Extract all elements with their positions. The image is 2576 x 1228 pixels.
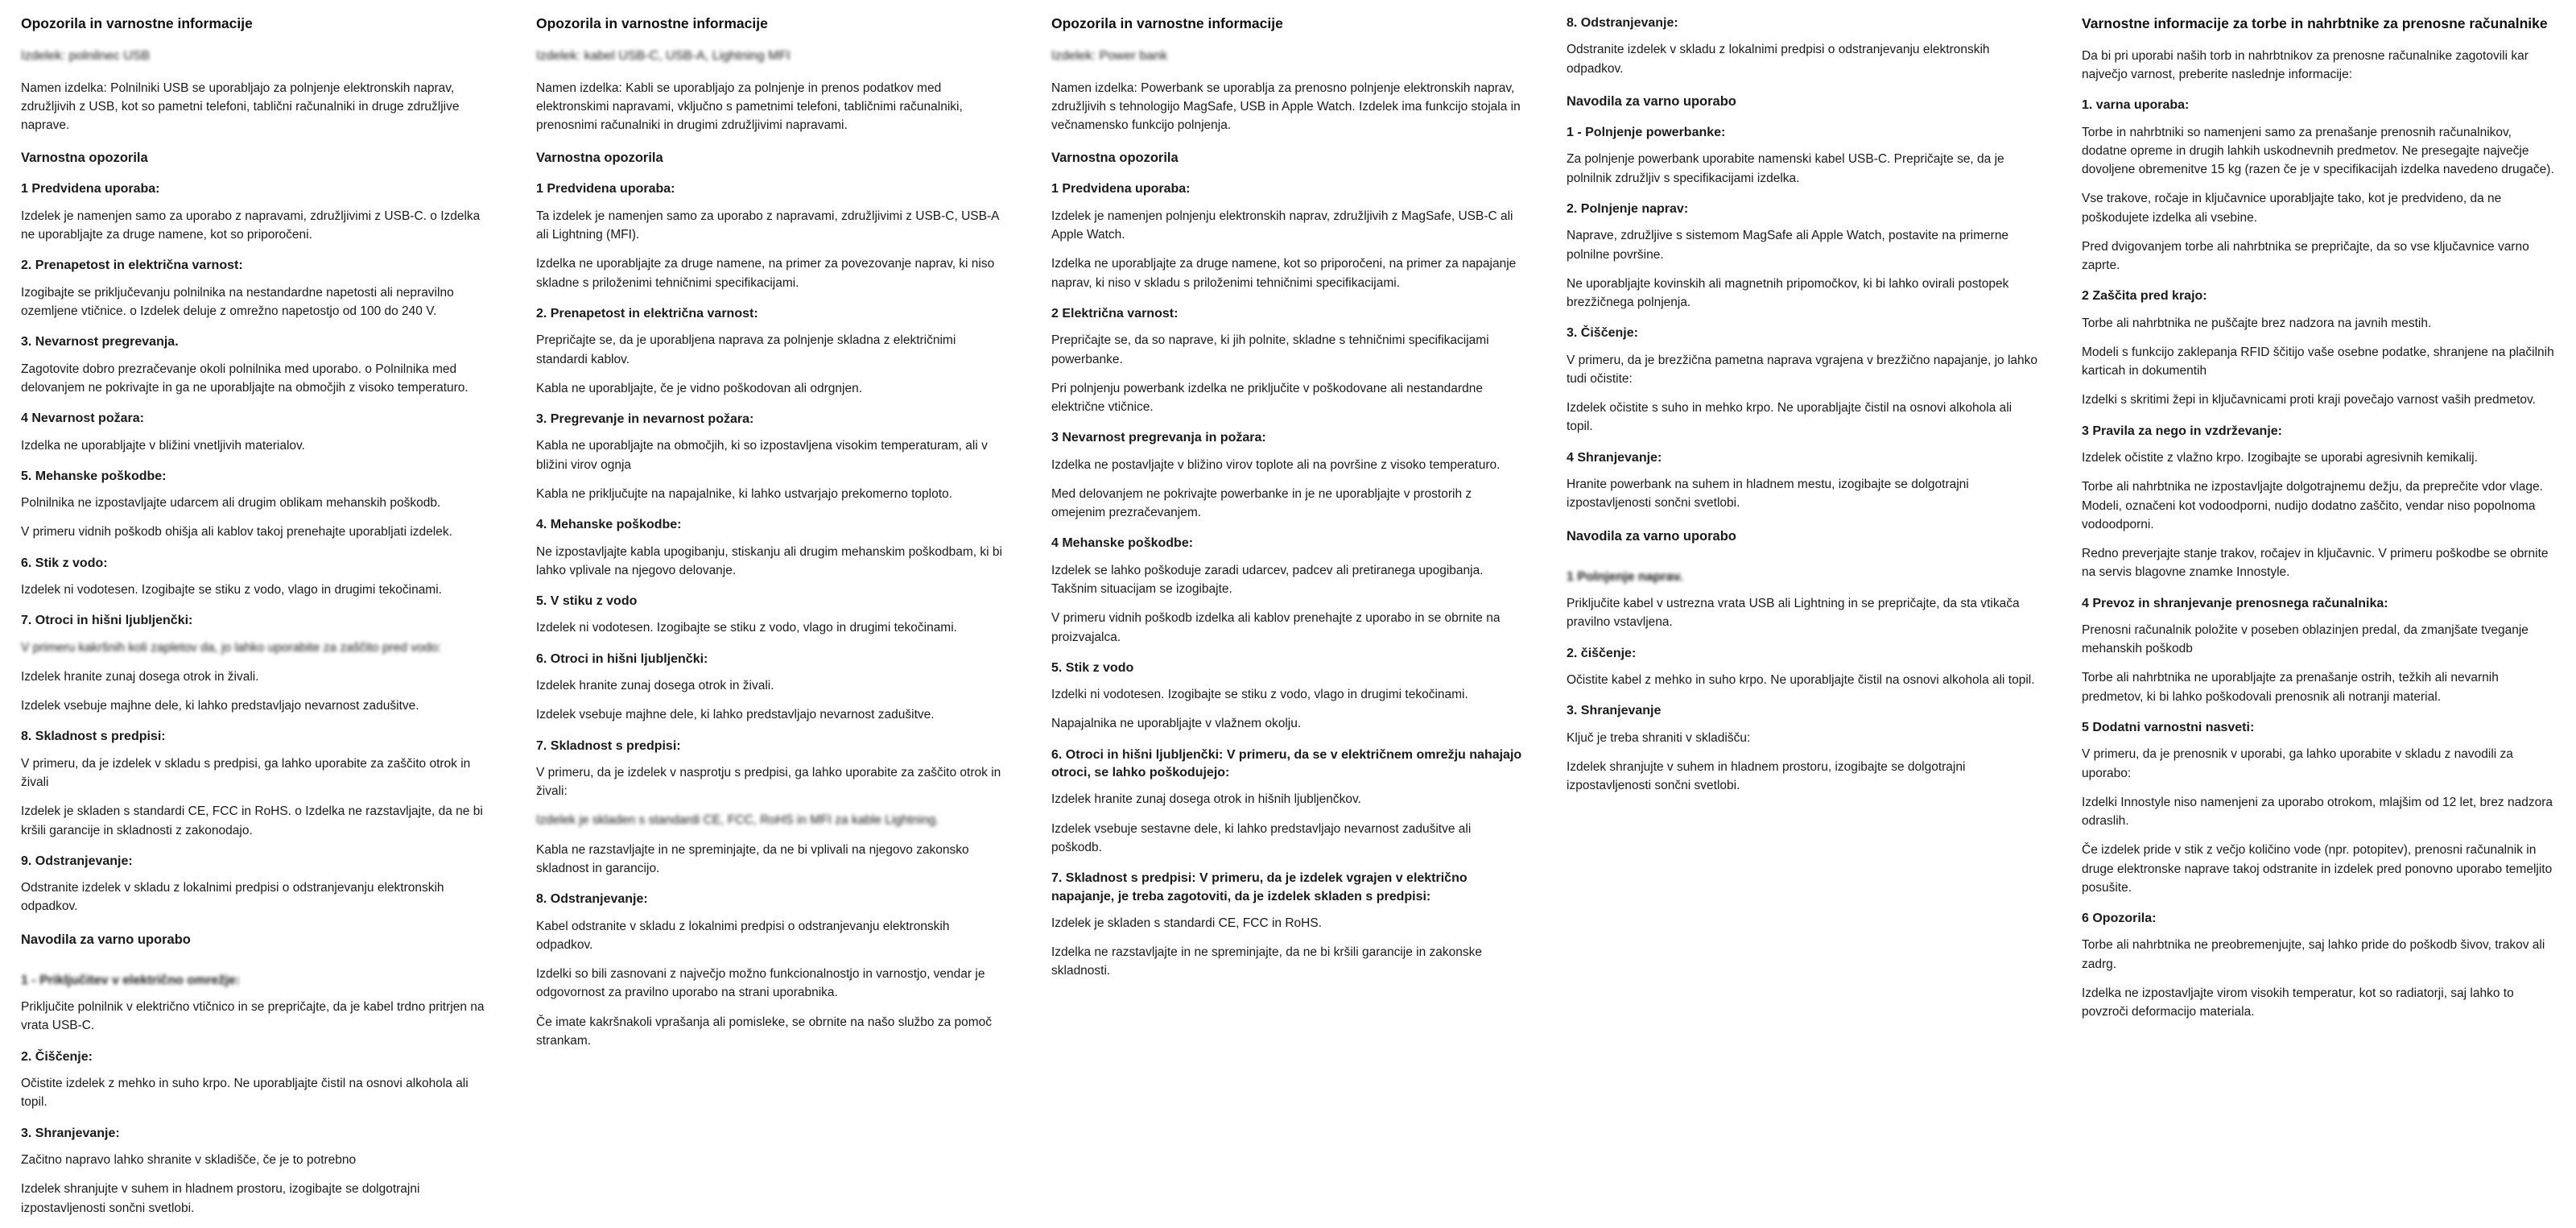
paragraph: Izdelek je skladen s standardi CE, FCC in RoHS. o Izdelka ne razstavljajte, da ne bi kršili garancije in skladnosti z zakonodajo. [21, 804, 483, 837]
sub-heading: 2 Zaščita pred krajo: [2082, 289, 2207, 304]
paragraph: Napajalnika ne uporabljajte v vlažnem okolju. [1051, 717, 1302, 731]
column-1-title: Opozorila in varnostne informacije [21, 15, 253, 31]
paragraph: V primeru, da je prenosnik v uporabi, ga lahko uporabite v skladu z navodili za uporabo: [2082, 747, 2513, 780]
paragraph: Redno preverjajte stanje trakov, ročajev in ključavnic. V primeru poškodbe se obrnite na servis blagovne znamke Innostyle. [2082, 547, 2549, 580]
paragraph-blurred: Izdelek je skladen s standardi CE, FCC, RoHS in MFI za kable Lightning. [536, 813, 939, 828]
paragraph: Kabla ne razstavljajte in ne spreminjajte, da ne bi vplivali na njegovo zakonsko skladnost in garancijo. [536, 842, 969, 875]
sub-heading: 3. Shranjevanje [1567, 704, 1662, 718]
sub-heading: 4 Shranjevanje: [1567, 450, 1662, 465]
sub-heading: 6. Otroci in hišni ljubljenčki: V primeru, da se v električnem omrežju nahajajo otroci, se lahko poškodujejo: [1051, 747, 1522, 780]
paragraph: V primeru, da je brezžična pametna naprava vgrajena v brezžično napajanje, jo lahko tudi očistite: [1567, 353, 2038, 386]
sub-heading: 4. Mehanske poškodbe: [536, 518, 682, 532]
paragraph: Izdelka ne uporabljajte v bližini vnetljivih materialov. [21, 438, 305, 453]
section-heading: Navodila za varno uporabo [1567, 93, 1736, 109]
paragraph: Izdelek hranite zunaj dosega otrok in hišnih ljubljenčkov. [1051, 792, 1361, 807]
paragraph: V primeru, da je izdelek v nasprotju s predpisi, ga lahko uporabite za zaščito otrok in živali: [536, 765, 1001, 799]
paragraph: Izdelek ni vodotesen. Izogibajte se stiku z vodo, vlago in drugimi tekočinami. [21, 583, 442, 597]
column-4 [1546, 14, 2061, 805]
sub-heading: 5. Stik z vodo [1051, 660, 1134, 675]
section-heading: Navodila za varno uporabo [1567, 528, 1736, 544]
column-3 [1030, 14, 1546, 991]
sub-heading: 7. Skladnost s predpisi: V primeru, da je izdelek vgrajen v električno napajanje, je treba zagotoviti, da je izdelek skladen s predpisi: [1051, 871, 1468, 903]
paragraph: Izdelek vsebuje majhne dele, ki lahko predstavljajo nevarnost zadušitve. [536, 708, 935, 722]
product-label-text: Izdelek: Power bank [1051, 48, 1168, 63]
paragraph: Izdelki ni vodotesen. Izogibajte se stiku z vodo, vlago in drugimi tekočinami. [1051, 688, 1468, 702]
column-5-title: Varnostne informacije za torbe in nahrbtnike za prenosne računalnike [2082, 15, 2548, 31]
paragraph: Naprave, združljive s sistemom MagSafe ali Apple Watch, postavite na primerne polnilne površine. [1567, 229, 2009, 262]
section-heading: Varnostna opozorila [1051, 151, 1179, 166]
paragraph: Ne uporabljajte kovinskih ali magnetnih pripomočkov, ki bi lahko ovirali postopek brezžičnega polnjenja. [1567, 276, 2009, 310]
column-3-title: Opozorila in varnostne informacije [1051, 15, 1283, 31]
paragraph: Kabel odstranite v skladu z lokalnimi predpisi o odstranjevanju elektronskih odpadkov. [536, 919, 950, 952]
sub-heading: 7. Otroci in hišni ljubljenčki: [21, 614, 193, 628]
sub-heading-blurred: 1 - Priključitev v električno omrežje: [21, 973, 241, 987]
paragraph: Izdelka ne izpostavljajte virom visokih temperatur, kot so radiatorji, saj lahko to povzroči deformacijo materiala. [2082, 986, 2514, 1019]
paragraph: Odstranite izdelek v skladu z lokalnimi predpisi o odstranjevanju elektronskih odpadkov. [21, 881, 444, 914]
paragraph-blurred: V primeru kakršnih koli zapletov da, jo lahko uporabite za zaščito pred vodo: [21, 640, 442, 655]
paragraph: Izdelek vsebuje majhne dele, ki lahko predstavljajo nevarnost zadušitve. [21, 699, 419, 713]
column-5 [2061, 14, 2576, 1032]
sub-heading: 4 Mehanske poškodbe: [1051, 536, 1194, 551]
sub-heading: 5 Dodatni varnostni nasveti: [2082, 720, 2255, 734]
paragraph: Izogibajte se priključevanju polnilnika na nestandardne napetosti ali nepravilno ozemljene vtičnice. o Izdelek deluje z omrežno napetostjo od 100 do 240 V. [21, 285, 454, 318]
sub-heading: 3. Pregrevanje in nevarnost požara: [536, 412, 754, 426]
paragraph: Med delovanjem ne pokrivajte powerbanke in je ne uporabljajte v prostorih z omejenim prezračevanjem. [1051, 486, 1472, 520]
sub-heading: 8. Odstranjevanje: [536, 892, 648, 907]
sub-heading: 3. Nevarnost pregrevanja. [21, 335, 179, 349]
column-2-title: Opozorila in varnostne informacije [536, 15, 768, 31]
paragraph: Pred dvigovanjem torbe ali nahrbtnika se prepričajte, da so vse ključavnice varno zaprte. [2082, 239, 2529, 273]
column-2 [515, 14, 1030, 1061]
paragraph: Izdelek očistite s suho in mehko krpo. Ne uporabljajte čistil na osnovi alkohola ali topil. [1567, 401, 2013, 434]
paragraph: Torbe ali nahrbtnika ne izpostavljajte dolgotrajnemu dežju, da preprečite vdor vlage. Modeli, označeni kot vodoodporni, nudijo dodatno zaščito, vendar niso popolnoma vodoodporni. [2082, 480, 2543, 531]
section-heading: Varnostna opozorila [21, 151, 148, 166]
sub-heading: 3. Čiščenje: [1567, 326, 1638, 341]
paragraph: Odstranite izdelek v skladu z lokalnimi predpisi o odstranjevanju elektronskih odpadkov. [1567, 43, 1990, 76]
paragraph: Izdelek shranjujte v suhem in hladnem prostoru, izogibajte se dolgotrajni izpostavljenosti sončni svetlobi. [21, 1182, 420, 1215]
paragraph: Torbe ali nahrbtnika ne puščajte brez nadzora na javnih mestih. [2082, 316, 2432, 330]
paragraph: Izdelki Innostyle niso namenjeni za uporabo otrokom, mlajšim od 12 let, brez nadzora odraslih. [2082, 795, 2553, 829]
sub-heading: 3 Pravila za nego in vzdrževanje: [2082, 424, 2282, 438]
sub-heading: 6. Otroci in hišni ljubljenčki: [536, 651, 708, 666]
paragraph: Če imate kakršnakoli vprašanja ali pomisleke, se obrnite na našo službo za pomoč strankam. [536, 1015, 993, 1048]
section-heading: Varnostna opozorila [536, 151, 663, 166]
sub-heading: 1 Predvidena uporaba: [1051, 182, 1191, 196]
paragraph: Izdelki s skritimi žepi in ključavnicami proti kraji povečajo varnost vaših predmetov. [2082, 393, 2536, 407]
paragraph: Izdelek očistite z vlažno krpo. Izogibajte se uporabi agresivnih kemikalij. [2082, 451, 2478, 465]
paragraph: Očistite izdelek z mehko in suho krpo. Ne uporabljajte čistil na osnovi alkohola ali topil. [21, 1077, 469, 1110]
sub-heading: 3 Nevarnost pregrevanja in požara: [1051, 431, 1266, 445]
paragraph: Namen izdelka: Polnilniki USB se uporabljajo za polnjenje elektronskih naprav, združljivih z USB, kot so pametni telefoni, tablični računalniki in druge združljive naprave. [21, 81, 460, 133]
column-2-product-label [536, 47, 1009, 66]
sub-heading: 6. Stik z vodo: [21, 556, 108, 570]
paragraph: Začitno napravo lahko shranite v skladišče, če je to potrebno [21, 1153, 357, 1167]
sub-heading: 4 Prevoz in shranjevanje prenosnega računalnika: [2082, 596, 2388, 610]
sub-heading: 2. Čiščenje: [21, 1049, 93, 1064]
paragraph: Izdelek vsebuje sestavne dele, ki lahko predstavljajo nevarnost zadušitve ali poškodb. [1051, 821, 1472, 854]
paragraph: V primeru vidnih poškodb izdelka ali kablov prenehajte z uporabo in se obrnite na proizvajalca. [1051, 611, 1501, 644]
paragraph: Priključite kabel v ustrezna vrata USB ali Lightning in se prepričajte, da sta vtikača pravilno vstavljena. [1567, 597, 2020, 630]
paragraph: Torbe in nahrbtniki so namenjeni samo za prenašanje prenosnih računalnikov, dodatne opreme in drugih lahkih uskodnevnih predmetov. Ne presegajte največje dovoljene obremenitve 15 kg (razen če je v specifikacijah izdelka navedeno drugače). [2082, 125, 2554, 177]
column-1-product-label [21, 47, 494, 66]
paragraph: Kabla ne uporabljajte na območjih, ki so izpostavljena visokim temperaturam, ali v bližini virov ognja [536, 439, 988, 472]
paragraph: Izdelek je namenjen polnjenju elektronskih naprav, združljivih z MagSafe, USB-C ali Apple Watch. [1051, 209, 1513, 242]
paragraph: Vse trakove, ročaje in ključavnice uporabljajte tako, kot je predvideno, da ne poškodujete izdelka ali vsebine. [2082, 192, 2502, 225]
column-1 [0, 14, 515, 1228]
sub-heading: 1. varna uporaba: [2082, 98, 2190, 113]
paragraph: Izdelek hranite zunaj dosega otrok in živali. [21, 669, 259, 684]
section-heading: Navodila za varno uporabo [21, 932, 191, 947]
paragraph: Torbe ali nahrbtnika ne preobremenjujte, saj lahko pride do poškodb šivov, trakov ali zadrg. [2082, 938, 2545, 971]
sub-heading: 7. Skladnost s predpisi: [536, 738, 681, 753]
paragraph: Namen izdelka: Powerbank se uporablja za prenosno polnjenje elektronskih naprav, združljivih s tehnologijo MagSafe, USB in Apple Watch. Izdelek ima funkcijo stojala in večnamensko funkcijo polnjenja. [1051, 81, 1521, 133]
paragraph: Očistite kabel z mehko in suho krpo. Ne uporabljajte čistil na osnovi alkohola ali topil. [1567, 672, 2035, 687]
sub-heading: 2. Prenapetost in električna varnost: [21, 258, 243, 273]
paragraph: Izdelek se lahko poškoduje zaradi udarcev, padcev ali pretiranega upogibanja. Takšnim situacijam se izogibajte. [1051, 563, 1484, 597]
paragraph: Namen izdelka: Kabli se uporabljajo za polnjenje in prenos podatkov med elektronskimi napravami, vključno s pametnimi telefoni, tabličnimi računalniki, prenosnimi računalniki in drugimi združljivimi napravami. [536, 81, 963, 133]
paragraph: Izdelek hranite zunaj dosega otrok in živali. [536, 679, 774, 693]
sub-heading: 3. Shranjevanje: [21, 1126, 120, 1140]
paragraph: Da bi pri uporabi naših torb in nahrbtnikov za prenosne računalnike zagotovili kar največjo varnost, preberite naslednje informacije: [2082, 48, 2529, 81]
paragraph: Za polnjenje powerbank uporabite namenski kabel USB-C. Prepričajte se, da je polnilnik združljiv s specifikacijami izdelka. [1567, 152, 2004, 185]
sub-heading: 2 Električna varnost: [1051, 306, 1179, 320]
paragraph: Prenosni računalnik položite v poseben oblazinjen predal, da zmanjšate tveganje mehanskih poškodb [2082, 622, 2529, 656]
paragraph: Torbe ali nahrbtnika ne uporabljajte za prenašanje ostrih, težkih ali nevarnih predmetov, ki bi lahko poškodovali prenosnik ali notranji material. [2082, 671, 2499, 704]
paragraph: Hranite powerbank na suhem in hladnem mestu, izogibajte se dolgotrajni izpostavljenosti sončni svetlobi. [1567, 478, 1969, 511]
sub-heading: 2. čiščenje: [1567, 646, 1637, 660]
paragraph: Zagotovite dobro prezračevanje okoli polnilnika med uporabo. o Polnilnika med delovanjem ne pokrivajte in ga ne uporabljajte na območjih z visoko temperaturo. [21, 362, 469, 395]
paragraph: Priključite polnilnik v električno vtičnico in se prepričajte, da je kabel trdno pritrjen na vrata USB-C. [21, 1000, 485, 1033]
paragraph: Prepričajte se, da je uporabljena naprava za polnjenje skladna z električnimi standardi kablov. [536, 333, 956, 366]
paragraph: Kabla ne priključujte na napajalnike, ki lahko ustvarjajo prekomerno toploto. [536, 486, 952, 501]
paragraph: Kabla ne uporabljajte, če je vidno poškodovan ali odrgnjen. [536, 381, 863, 395]
paragraph: Ključ je treba shraniti v skladišču: [1567, 730, 1751, 745]
column-3-product-label [1051, 47, 1525, 66]
paragraph: Če izdelek pride v stik z večjo količino vode (npr. potopitev), prenosni računalnik in druge elektronske naprave takoj odstranite in izdelek pred ponovno uporabo temeljito posušite. [2082, 843, 2553, 895]
paragraph: Izdelek je namenjen samo za uporabo z napravami, združljivimi z USB-C. o Izdelka ne uporabljajte za druge namene, kot so priporočeni. [21, 209, 481, 242]
paragraph: Prepričajte se, da so naprave, ki jih polnite, skladne s tehničnimi specifikacijami powerbanke. [1051, 333, 1489, 366]
sub-heading: 1 Predvidena uporaba: [536, 182, 675, 196]
paragraph: Izdelki so bili zasnovani z največjo možno funkcionalnostjo in varnostjo, vendar je odgovornost za pravilno uporabo na strani uporabnika. [536, 967, 985, 1000]
sub-heading: 9. Odstranjevanje: [21, 854, 133, 868]
paragraph: Izdelka ne razstavljajte in ne spreminjajte, da ne bi kršili garancije in zakonske skladnosti. [1051, 945, 1483, 978]
paragraph: Izdelek je skladen s standardi CE, FCC in RoHS. [1051, 916, 1322, 930]
product-label-text: Izdelek: kabel USB-C, USB-A, Lightning MFI [536, 48, 791, 63]
paragraph: Izdelka ne postavljajte v bližino virov toplote ali na površine z visoko temperaturo. [1051, 457, 1501, 472]
paragraph: Ta izdelek je namenjen samo za uporabo z napravami, združljivimi z USB-C, USB-A ali Lightning (MFI). [536, 209, 999, 242]
paragraph: V primeru vidnih poškodb ohišja ali kablov takoj prenehajte uporabljati izdelek. [21, 525, 452, 540]
sub-heading: 2. Polnjenje naprav: [1567, 201, 1689, 216]
sub-heading: 5. V stiku z vodo [536, 594, 638, 609]
paragraph: V primeru, da je izdelek v skladu s predpisi, ga lahko uporabite za zaščito otrok in živali [21, 756, 471, 790]
product-label-text: Izdelek: polnilnec USB [21, 48, 151, 63]
sub-heading: 4 Nevarnost požara: [21, 411, 144, 426]
sub-heading: 6 Opozorila: [2082, 912, 2157, 926]
sub-heading: 5. Mehanske poškodbe: [21, 469, 167, 483]
sub-heading: 8. Skladnost s predpisi: [21, 730, 166, 744]
sub-heading: 1 - Polnjenje powerbanke: [1567, 125, 1726, 139]
sub-heading: 1 Predvidena uporaba: [21, 182, 160, 196]
paragraph: Ne izpostavljajte kabla upogibanju, stiskanju ali drugim mehanskim poškodbam, ki bi lahko vplivale na njegovo delovanje. [536, 544, 1002, 577]
paragraph: Izdelek ni vodotesen. Izogibajte se stiku z vodo, vlago in drugimi tekočinami. [536, 621, 957, 635]
paragraph: Izdelka ne uporabljajte za druge namene, kot so priporočeni, na primer za napajanje naprav, ki niso v skladu s priloženimi tehničnimi specifikacijami. [1051, 257, 1517, 290]
paragraph: Polnilnika ne izpostavljajte udarcem ali drugim oblikam mehanskih poškodb. [21, 496, 441, 511]
sub-heading-blurred: 1 Polnjenje naprav. [1567, 569, 1683, 584]
paragraph: Pri polnjenju powerbank izdelka ne priključite v poškodovane ali nestandardne električne vtičnice. [1051, 381, 1483, 414]
sub-heading: 2. Prenapetost in električna varnost: [536, 306, 758, 320]
sub-heading: 8. Odstranjevanje: [1567, 16, 1678, 30]
paragraph: Izdelek shranjujte v suhem in hladnem prostoru, izogibajte se dolgotrajni izpostavljenosti sončni svetlobi. [1567, 759, 1966, 793]
paragraph: Izdelka ne uporabljajte za druge namene, na primer za povezovanje naprav, ki niso skladne s priloženimi tehničnimi specifikacijami. [536, 257, 995, 290]
paragraph: Modeli s funkcijo zaklepanja RFID ščitijo vaše osebne podatke, shranjene na plačilnih karticah in dokumentih [2082, 345, 2554, 378]
